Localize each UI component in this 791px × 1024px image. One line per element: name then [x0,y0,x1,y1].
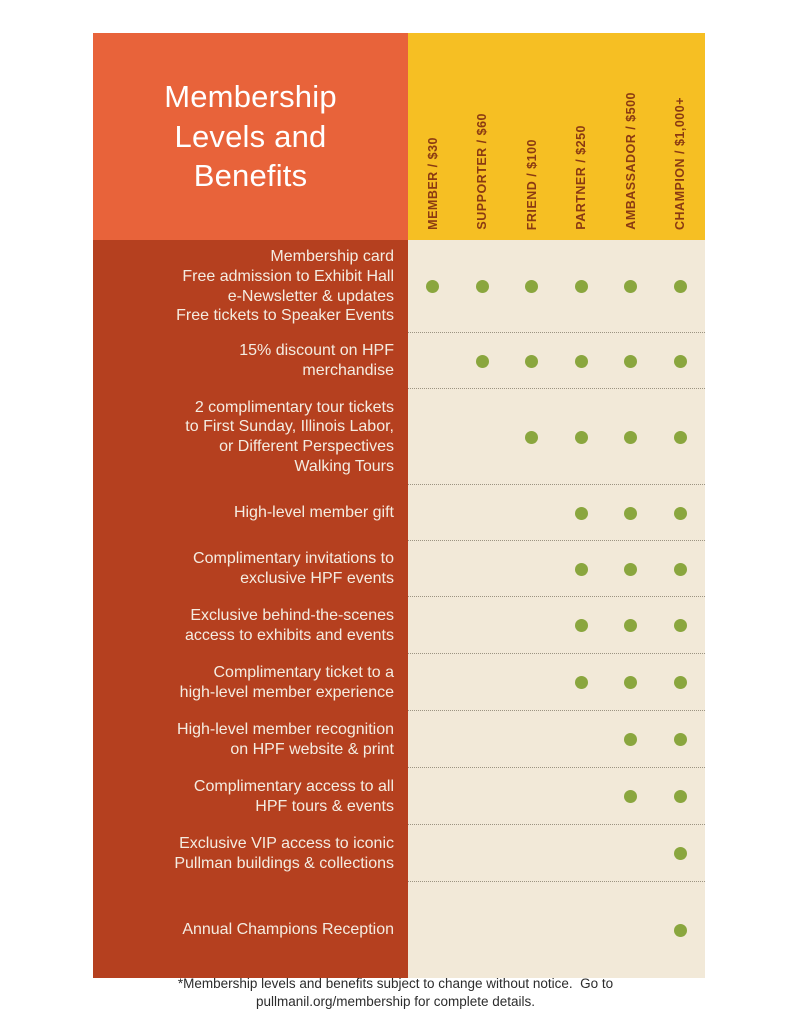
benefit-mark-champion [656,507,706,520]
not-included-blank [426,431,439,444]
benefit-mark-member [408,280,458,293]
benefit-mark-member [408,847,458,860]
benefit-mark-champion [656,733,706,746]
benefit-marks-cell [408,597,705,654]
not-included-blank [525,790,538,803]
benefit-mark-ambassador [606,355,656,368]
benefit-mark-supporter [458,563,508,576]
page-title-line: Membership [164,78,337,114]
benefit-label-cell [93,711,408,768]
page-title-text [164,77,337,196]
benefit-mark-friend [507,619,557,632]
not-included-blank [476,847,489,860]
included-dot-icon [674,507,687,520]
page-title-line: Benefits [193,158,308,194]
benefit-rows [93,240,705,968]
benefit-label-line: Free admission to Exhibit Hall [182,267,394,285]
included-dot-icon [674,676,687,689]
benefit-mark-champion [656,563,706,576]
benefit-marks-cell [408,654,705,711]
benefit-mark-friend [507,676,557,689]
benefit-label-line: Membership card [270,248,394,266]
level-header-friend [507,33,557,230]
benefit-mark-friend [507,733,557,746]
benefit-label-line: Free tickets to Speaker Events [176,307,394,325]
benefit-mark-friend [507,790,557,803]
included-dot-icon [674,355,687,368]
level-header-champion [656,33,706,230]
level-header-label: FRIEND / $100 [524,138,539,230]
not-included-blank [476,924,489,937]
benefit-mark-supporter [458,847,508,860]
membership-table [93,33,705,968]
benefit-mark-champion [656,280,706,293]
included-dot-icon [624,280,637,293]
benefit-mark-friend [507,507,557,520]
benefit-mark-friend [507,847,557,860]
level-header-member [408,33,458,230]
level-header-supporter [458,33,508,230]
table-row [93,541,705,597]
included-dot-icon [525,280,538,293]
footnote-line-2: pullmanil.org/membership for complete details. [255,994,536,1010]
benefit-label-line: Exclusive VIP access to iconic [179,834,394,852]
benefit-mark-ambassador [606,676,656,689]
table-header-row [93,33,705,240]
included-dot-icon [624,507,637,520]
benefit-marks-cell [408,485,705,541]
not-included-blank [525,847,538,860]
included-dot-icon [624,619,637,632]
benefit-mark-friend [507,924,557,937]
table-row [93,882,705,978]
benefit-label-line: 15% discount on HPF [239,342,394,360]
benefit-mark-supporter [458,355,508,368]
included-dot-icon [674,733,687,746]
benefit-label-line: to First Sunday, Illinois Labor, [185,418,394,436]
benefit-mark-friend [507,563,557,576]
not-included-blank [426,355,439,368]
benefit-label-cell [93,333,408,389]
included-dot-icon [624,733,637,746]
benefit-mark-partner [557,847,607,860]
included-dot-icon [575,355,588,368]
page-title [93,33,408,240]
benefit-mark-champion [656,847,706,860]
included-dot-icon [624,676,637,689]
benefit-mark-ambassador [606,563,656,576]
benefit-label-text [234,503,394,523]
benefit-mark-friend [507,431,557,444]
benefit-marks-cell [408,333,705,389]
benefit-marks-cell [408,882,705,978]
not-included-blank [525,619,538,632]
table-row [93,485,705,541]
benefit-label-cell [93,240,408,333]
benefit-label-text [176,247,394,325]
benefit-mark-champion [656,790,706,803]
not-included-blank [476,733,489,746]
level-header-label: AMBASSADOR / $500 [623,92,638,230]
benefit-mark-partner [557,431,607,444]
benefit-mark-supporter [458,733,508,746]
benefit-mark-partner [557,280,607,293]
included-dot-icon [575,507,588,520]
not-included-blank [575,790,588,803]
not-included-blank [426,563,439,576]
benefit-mark-supporter [458,790,508,803]
benefit-mark-friend [507,280,557,293]
not-included-blank [624,924,637,937]
not-included-blank [426,619,439,632]
not-included-blank [624,847,637,860]
not-included-blank [476,431,489,444]
benefit-mark-ambassador [606,280,656,293]
benefit-mark-ambassador [606,431,656,444]
benefit-label-line: Complimentary ticket to a [213,663,394,681]
included-dot-icon [674,847,687,860]
included-dot-icon [525,355,538,368]
included-dot-icon [624,431,637,444]
benefit-label-line: access to exhibits and events [184,626,394,644]
benefit-mark-ambassador [606,733,656,746]
benefit-mark-partner [557,733,607,746]
included-dot-icon [624,355,637,368]
benefit-label-line: Complimentary access to all [193,777,394,795]
benefit-label-cell [93,541,408,597]
benefit-label-line: Annual Champions Reception [182,921,394,939]
not-included-blank [426,790,439,803]
benefit-label-line: or Different Perspectives [219,438,394,455]
benefit-label-text [174,834,394,873]
included-dot-icon [674,563,687,576]
benefit-label-line: exclusive HPF events [240,570,394,587]
included-dot-icon [476,280,489,293]
table-row [93,597,705,654]
included-dot-icon [575,280,588,293]
included-dot-icon [674,790,687,803]
included-dot-icon [674,924,687,937]
table-row [93,240,705,333]
benefit-mark-partner [557,507,607,520]
level-header-label: CHAMPION / $1,000+ [673,96,688,230]
not-included-blank [525,733,538,746]
benefit-label-cell [93,768,408,825]
benefit-mark-supporter [458,924,508,937]
included-dot-icon [674,619,687,632]
footnote-line-1: *Membership levels and benefits subject to change without notice. Go to [177,976,614,991]
membership-levels-header [408,33,705,240]
benefit-label-cell [93,389,408,485]
benefit-label-line: Exclusive behind-the-scenes [190,606,394,624]
benefit-marks-cell [408,389,705,485]
not-included-blank [476,507,489,520]
benefit-mark-ambassador [606,619,656,632]
included-dot-icon [476,355,489,368]
included-dot-icon [426,280,439,293]
benefit-mark-partner [557,355,607,368]
benefit-label-line: 2 complimentary tour tickets [194,398,394,416]
benefit-mark-supporter [458,507,508,520]
benefit-mark-ambassador [606,924,656,937]
not-included-blank [476,619,489,632]
table-row [93,654,705,711]
level-header-partner [557,33,607,230]
benefit-mark-member [408,733,458,746]
not-included-blank [476,563,489,576]
benefit-label-text [185,606,394,645]
not-included-blank [426,733,439,746]
benefit-label-text [194,777,394,816]
included-dot-icon [674,431,687,444]
table-row [93,768,705,825]
table-row [93,333,705,389]
not-included-blank [525,676,538,689]
benefit-mark-ambassador [606,507,656,520]
benefit-mark-partner [557,790,607,803]
benefit-label-cell [93,654,408,711]
benefit-label-text [182,920,394,940]
benefit-mark-member [408,790,458,803]
benefit-marks-cell [408,240,705,333]
not-included-blank [426,924,439,937]
benefit-mark-partner [557,676,607,689]
not-included-blank [426,676,439,689]
benefit-mark-supporter [458,619,508,632]
benefit-mark-friend [507,355,557,368]
benefit-mark-supporter [458,676,508,689]
level-header-ambassador [606,33,656,230]
benefit-label-cell [93,485,408,541]
footnote [0,975,791,1011]
not-included-blank [575,924,588,937]
benefit-label-cell [93,825,408,882]
benefit-mark-member [408,355,458,368]
benefit-label-text [177,720,394,759]
not-included-blank [525,924,538,937]
benefit-label-text [239,341,394,380]
table-row [93,711,705,768]
level-header-label: SUPPORTER / $60 [475,113,490,230]
benefit-mark-champion [656,924,706,937]
included-dot-icon [575,619,588,632]
table-row [93,825,705,882]
not-included-blank [426,507,439,520]
benefit-label-line: Pullman buildings & collections [174,854,394,872]
benefit-label-line: high-level member experience [179,683,394,701]
benefit-marks-cell [408,768,705,825]
benefit-mark-partner [557,619,607,632]
included-dot-icon [575,431,588,444]
benefit-label-cell [93,882,408,978]
benefit-mark-member [408,676,458,689]
benefit-mark-ambassador [606,847,656,860]
not-included-blank [426,847,439,860]
benefit-mark-member [408,924,458,937]
benefit-mark-ambassador [606,790,656,803]
level-header-label: MEMBER / $30 [425,137,440,230]
not-included-blank [476,790,489,803]
not-included-blank [575,847,588,860]
benefit-label-line: on HPF website & print [230,740,394,758]
benefit-label-text [193,549,394,588]
included-dot-icon [674,280,687,293]
not-included-blank [525,507,538,520]
benefit-label-line: Walking Tours [294,457,394,475]
benefit-label-line: High-level member gift [233,504,394,522]
benefit-label-text [180,663,394,702]
table-row [93,389,705,485]
benefit-label-line: merchandise [302,362,394,379]
included-dot-icon [525,431,538,444]
benefit-mark-champion [656,619,706,632]
included-dot-icon [575,676,588,689]
benefit-mark-champion [656,355,706,368]
benefit-mark-partner [557,924,607,937]
benefit-mark-member [408,563,458,576]
benefit-label-line: HPF tours & events [255,797,394,815]
level-header-label: PARTNER / $250 [574,125,589,230]
benefit-mark-member [408,507,458,520]
benefit-label-line: High-level member recognition [177,720,394,738]
included-dot-icon [624,790,637,803]
benefit-mark-supporter [458,431,508,444]
not-included-blank [575,733,588,746]
included-dot-icon [624,563,637,576]
benefit-mark-champion [656,676,706,689]
benefit-marks-cell [408,541,705,597]
benefit-label-line: Complimentary invitations to [193,550,394,568]
benefit-label-cell [93,597,408,654]
benefit-marks-cell [408,711,705,768]
not-included-blank [476,676,489,689]
benefit-mark-partner [557,563,607,576]
benefit-mark-champion [656,431,706,444]
benefit-mark-supporter [458,280,508,293]
page-title-line: Levels and [174,118,327,154]
benefit-label-line: e-Newsletter & updates [227,287,394,305]
benefit-marks-cell [408,825,705,882]
included-dot-icon [575,563,588,576]
benefit-label-text [185,398,394,476]
benefit-mark-member [408,431,458,444]
not-included-blank [525,563,538,576]
benefit-mark-member [408,619,458,632]
